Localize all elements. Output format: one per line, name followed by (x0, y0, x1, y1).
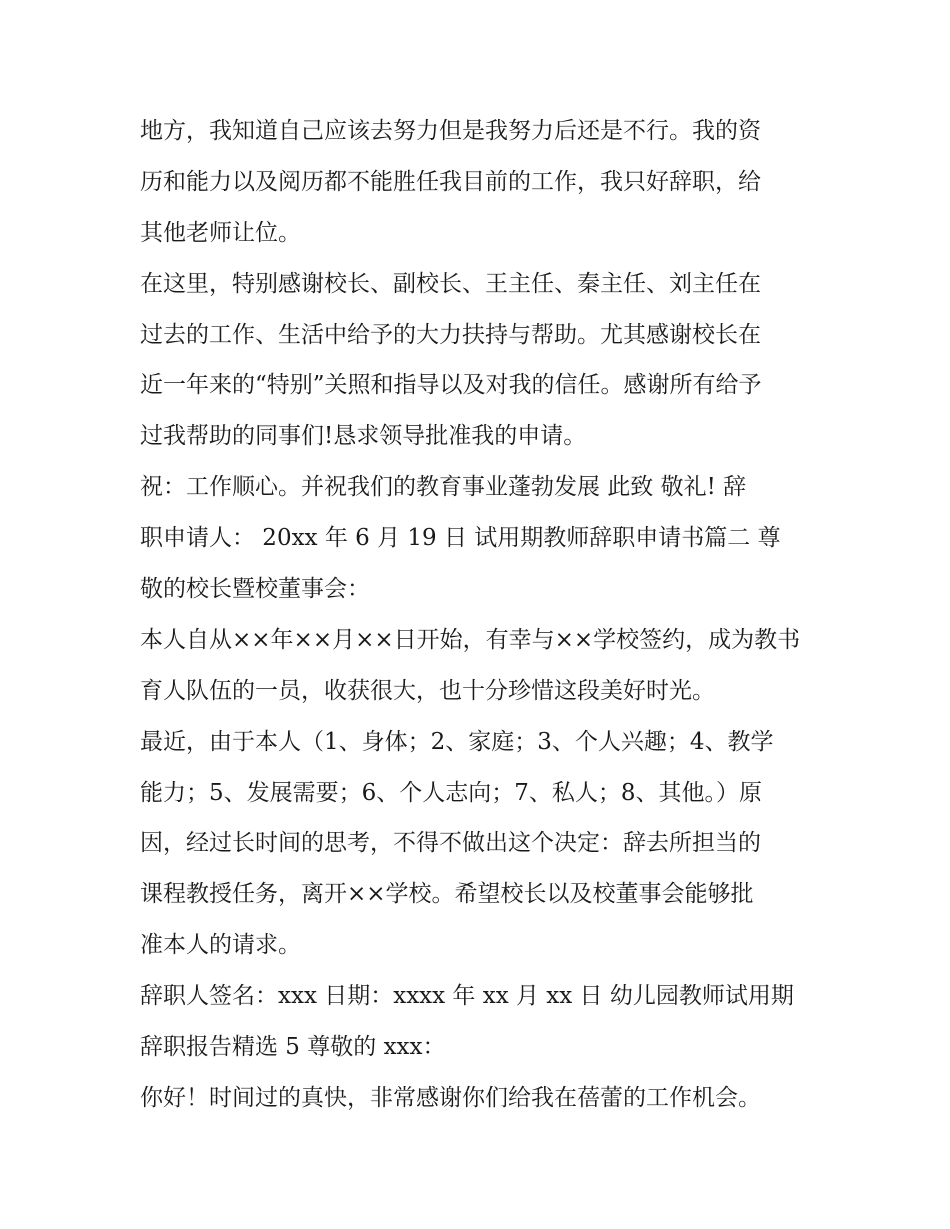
text-line: 本人自从××年××月××日开始，有幸与××学校签约，成为教书 (140, 626, 801, 653)
text-line: 祝：工作顺心。并祝我们的教育事业蓬勃发展 此致 敬礼! 辞 (140, 474, 747, 501)
paragraph-7 (140, 1073, 820, 1124)
paragraph-3 (140, 462, 820, 615)
text-line: 其他老师让位。 (140, 219, 301, 246)
text-line: 辞职报告精选 5 尊敬的 xxx： (140, 1034, 446, 1061)
text-line: 敬的校长暨校董事会： (140, 576, 370, 603)
text-line: 你好！时间过的真快，非常感谢你们给我在蓓蕾的工作机会。 (140, 1084, 761, 1111)
paragraph-5 (140, 717, 820, 971)
text-line: 课程教授任务，离开××学校。希望校长以及校董事会能够批 (140, 881, 754, 908)
text-line: 因，经过长时间的思考，不得不做出这个决定：辞去所担当的 (140, 830, 761, 857)
text-line: 育人队伍的一员，收获很大，也十分珍惜这段美好时光。 (140, 677, 715, 704)
text-line: 过我帮助的同事们!恳求领导批准我的申请。 (140, 423, 587, 450)
text-line: 职申请人： 20xx 年 6 月 19 日 试用期教师辞职申请书篇二 尊 (140, 525, 781, 552)
paragraph-6 (140, 971, 820, 1073)
text-line: 辞职人签名：xxx 日期：xxxx 年 xx 月 xx 日 幼儿园教师试用期 (140, 983, 794, 1010)
document-body (140, 106, 820, 1124)
text-line: 过去的工作、生活中给予的大力扶持与帮助。尤其感谢校长在 (140, 321, 761, 348)
paragraph-1 (140, 106, 820, 259)
text-line: 在这里，特别感谢校长、副校长、王主任、秦主任、刘主任在 (140, 270, 761, 297)
text-line: 近一年来的“特别”关照和指导以及对我的信任。感谢所有给予 (140, 372, 762, 399)
text-line: 准本人的请求。 (140, 932, 301, 959)
text-line: 能力；5、发展需要；6、个人志向；7、私人；8、其他。）原 (140, 779, 763, 806)
paragraph-4 (140, 615, 820, 717)
text-line: 地方，我知道自己应该去努力但是我努力后还是不行。我的资 (140, 118, 761, 144)
paragraph-2 (140, 259, 820, 463)
text-line: 历和能力以及阅历都不能胜任我目前的工作，我只好辞职，给 (140, 168, 761, 195)
text-line: 最近，由于本人（1、身体；2、家庭；3、个人兴趣；4、教学 (140, 728, 774, 755)
